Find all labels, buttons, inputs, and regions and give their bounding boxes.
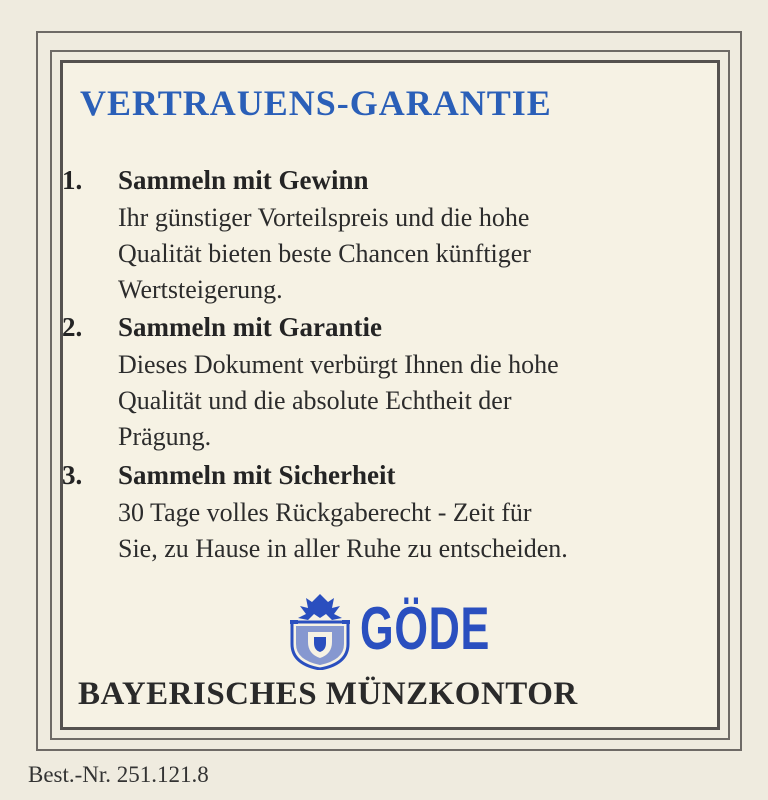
item-heading: Sammeln mit Gewinn <box>118 165 369 195</box>
item-line: Sie, zu Hause in aller Ruhe zu entscheiden. <box>118 534 568 563</box>
item-body <box>118 495 722 567</box>
item-heading: Sammeln mit Garantie <box>118 312 382 342</box>
item-line: Qualität und die absolute Echtheit der <box>118 386 512 415</box>
order-number: Best.-Nr. 251.121.8 <box>28 762 209 787</box>
item-body <box>118 200 722 308</box>
certificate-title: VERTRAUENS-GARANTIE <box>80 83 552 123</box>
item-line: Ihr günstiger Vorteilspreis und die hohe <box>118 203 530 232</box>
item-line: Dieses Dokument verbürgt Ihnen die hohe <box>118 350 559 379</box>
item-line: Prägung. <box>118 422 212 451</box>
item-number: 3. <box>62 460 83 490</box>
item-number: 1. <box>62 165 83 195</box>
item-line: Qualität bieten beste Chancen künftiger <box>118 239 531 268</box>
item-body <box>118 347 722 455</box>
heraldic-crest-icon <box>288 592 352 670</box>
brand-name: GÖDE <box>360 595 491 662</box>
item-heading: Sammeln mit Sicherheit <box>118 460 396 490</box>
item-line: 30 Tage volles Rückgaberecht - Zeit für <box>118 498 532 527</box>
goede-logo <box>288 592 498 670</box>
item-number: 2. <box>62 312 83 342</box>
company-name: BAYERISCHES MÜNZKONTOR <box>78 676 578 712</box>
item-line: Wertsteigerung. <box>118 275 283 304</box>
